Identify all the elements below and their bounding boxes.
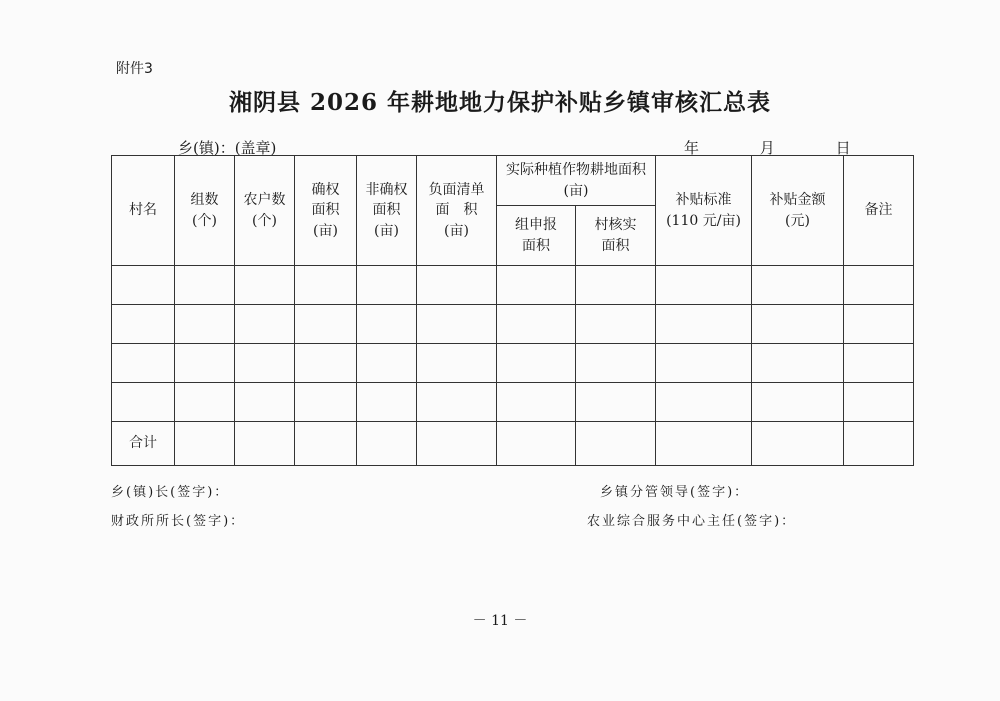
- date-year: 年: [684, 139, 700, 157]
- header-village-verified-area: 村核实 面积: [576, 206, 656, 266]
- town-seal-line: 乡(镇)：(盖章): [178, 139, 277, 157]
- header-village: 村名: [112, 156, 175, 266]
- header-group-reported-area: 组申报 面积: [497, 206, 576, 266]
- finance-head-signature: 财政所所长(签字)：: [111, 514, 246, 529]
- total-label: 合计: [112, 422, 175, 466]
- header-subsidy-standard: 补贴标准 (110 元/亩): [656, 156, 752, 266]
- summary-table: [111, 155, 914, 466]
- header-negative-list-area: 负面清单 面 积 (亩): [417, 156, 497, 266]
- header-actual-planting-area: 实际种植作物耕地面积 (亩): [497, 156, 656, 206]
- header-households: 农户数 (个): [235, 156, 295, 266]
- date-day: 日: [835, 139, 851, 157]
- header-row-1: [112, 156, 914, 206]
- table-row: [112, 266, 914, 305]
- town-leader-signature: 乡镇分管领导(签字)：: [600, 485, 750, 500]
- date-month: 月: [759, 139, 775, 157]
- table-row: [112, 305, 914, 344]
- header-subsidy-amount: 补贴金额 (元): [752, 156, 844, 266]
- attachment-label: 附件3: [116, 61, 153, 77]
- agri-center-director-signature: 农业综合服务中心主任(签字)：: [587, 514, 797, 529]
- table-row: [112, 383, 914, 422]
- page-number: － 11 －: [472, 613, 528, 629]
- header-remarks: 备注: [844, 156, 914, 266]
- document-title: 湘阴县 2026 年耕地地力保护补贴乡镇审核汇总表: [228, 89, 772, 116]
- total-row: [112, 422, 914, 466]
- town-head-signature: 乡(镇)长(签字)：: [111, 485, 230, 500]
- table-row: [112, 344, 914, 383]
- header-groups: 组数 (个): [175, 156, 235, 266]
- header-nonconfirmed-area: 非确权 面积 (亩): [357, 156, 417, 266]
- header-confirmed-area: 确权 面积 (亩): [295, 156, 357, 266]
